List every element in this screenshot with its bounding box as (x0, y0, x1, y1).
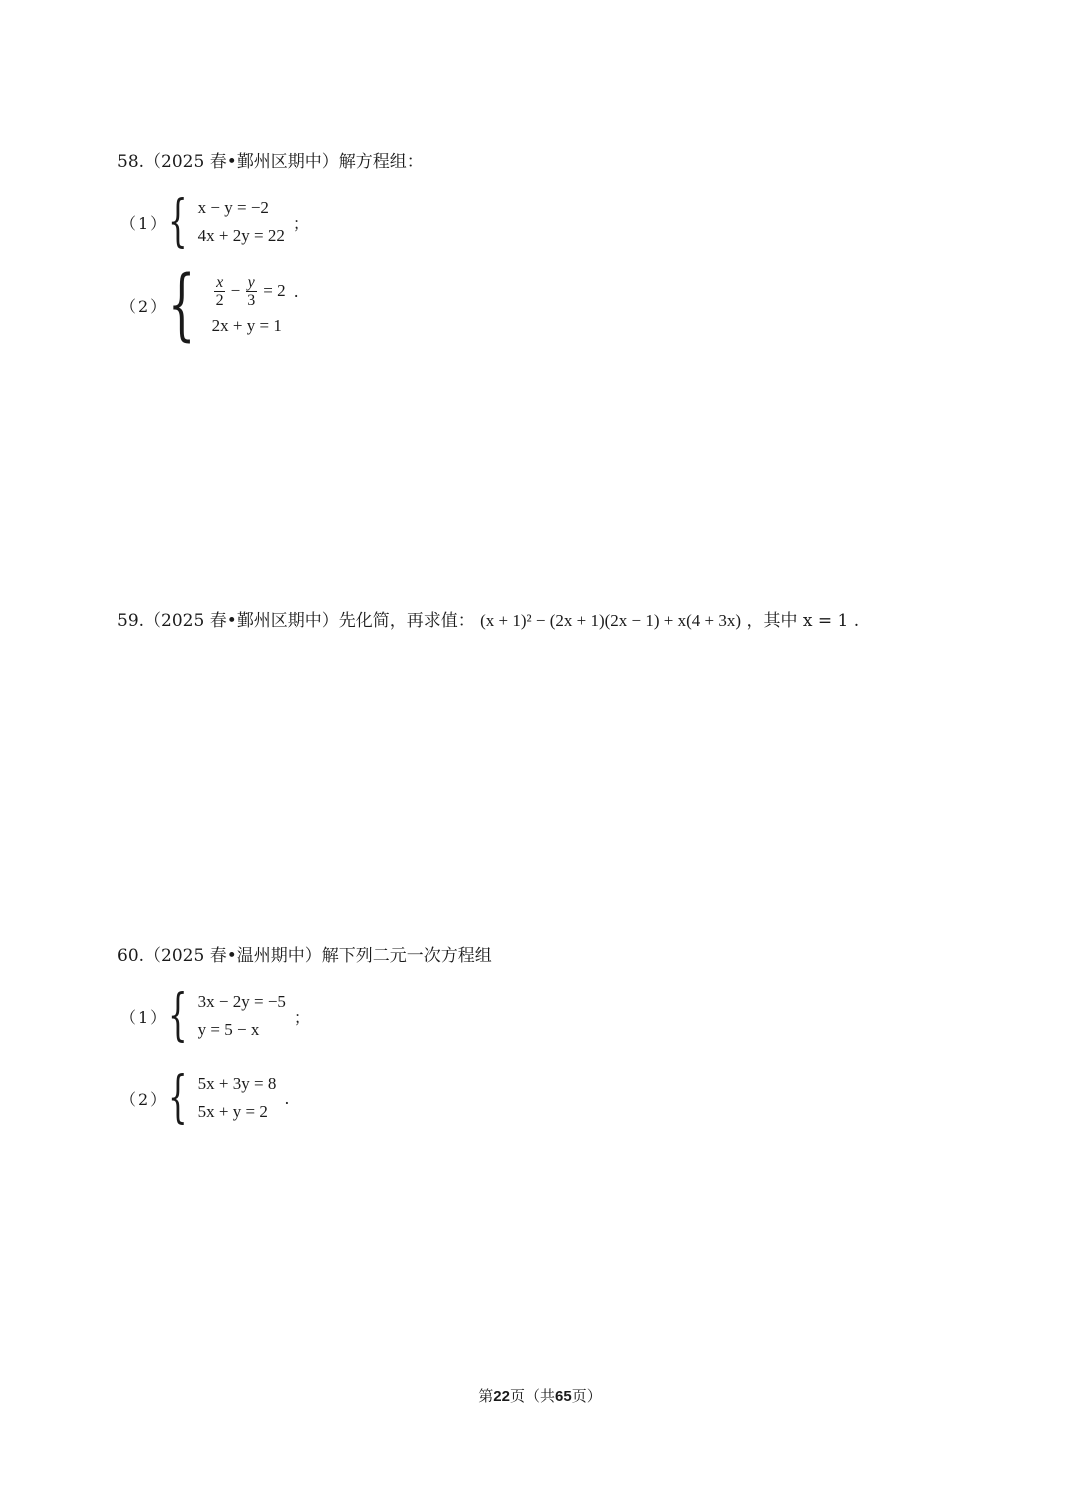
part-suffix: ； (292, 213, 309, 233)
equation-line: 5x + 3y = 8 (197, 1074, 277, 1093)
equation-line: y = 5 − x (197, 1020, 260, 1039)
problem-58-title: 58.（2025 春•鄞州区期中）解方程组： (117, 152, 424, 172)
part-label: （1） (120, 213, 169, 233)
equation-line: 3x − 2y = −5 (197, 992, 286, 1011)
problem-60-part-2 (120, 1058, 289, 1138)
brace-icon: { (168, 189, 188, 254)
problem-59-condition: ，其中 x = 1 . (746, 611, 860, 631)
problem-59-prompt: 59.（2025 春•鄞州区期中）先化简，再求值： (117, 611, 475, 631)
part-suffix: . (284, 1088, 290, 1108)
fraction-equation-line: $\frac{x}{2}$ − $\frac{y}{3}$ = 2 (215, 273, 286, 309)
problem-60-title: 60.（2025 春•温州期中）解下列二元一次方程组 (117, 946, 492, 966)
brace-icon: { (168, 260, 196, 350)
equation-system (198, 988, 286, 1044)
problem-59-title (117, 609, 859, 633)
equation-system (198, 194, 285, 250)
part-label: （1） (120, 1007, 169, 1027)
part-suffix: . (293, 281, 299, 301)
equation-line: x − y = −2 (197, 198, 269, 217)
total-pages: 65 (555, 1388, 572, 1405)
part-suffix: ； (293, 1007, 310, 1027)
brace-icon: { (168, 1065, 188, 1130)
problem-59-expression: (x + 1)² − (2x + 1)(2x − 1) + x(4 + 3x) (480, 611, 742, 630)
equation-system (212, 270, 286, 340)
equation-system (198, 1070, 277, 1126)
equation-line: 4x + 2y = 22 (197, 226, 285, 245)
fraction: $\frac{y}{3}$ (247, 273, 256, 309)
problem-58-part-1 (120, 182, 309, 262)
problem-60-part-1 (120, 976, 310, 1056)
equation-line: 2x + y = 1 (211, 316, 282, 335)
fraction: $\frac{x}{2}$ (215, 273, 224, 309)
part-label: （2） (120, 1089, 169, 1109)
page-footer: 第22页（共65页） (478, 1387, 602, 1405)
equation-line: 5x + y = 2 (197, 1102, 268, 1121)
brace-icon: { (168, 983, 188, 1048)
part-label: （2） (120, 296, 169, 316)
problem-58-part-2 (120, 262, 299, 348)
page-number: 22 (493, 1388, 510, 1405)
